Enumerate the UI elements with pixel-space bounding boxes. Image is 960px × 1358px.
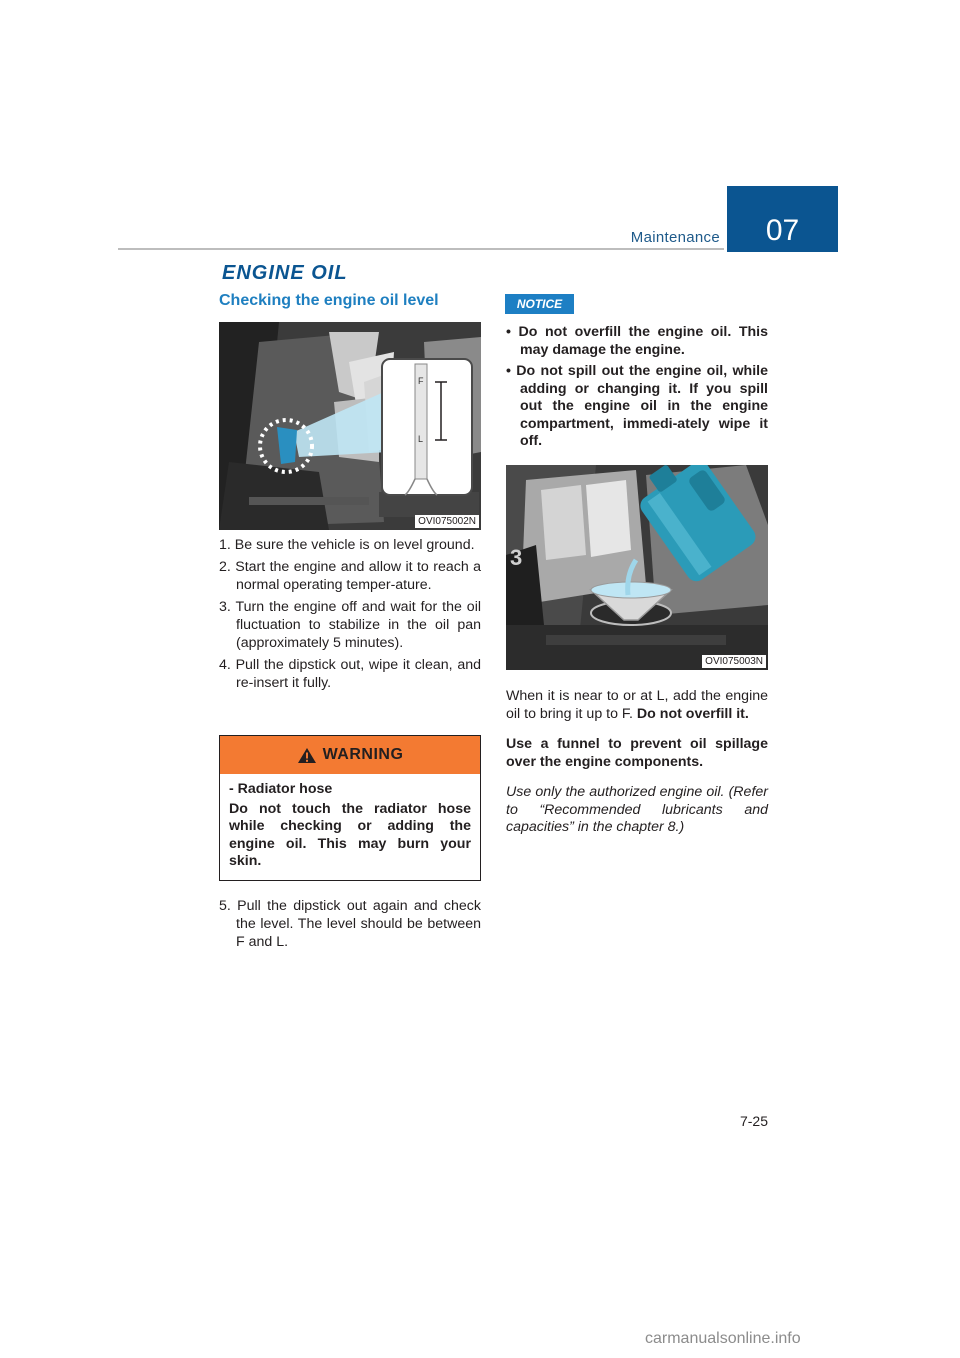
procedure-step: 1. Be sure the vehicle is on level ground.: [219, 537, 475, 553]
overfill-caution: Do not overfill it.: [636, 705, 749, 722]
warning-header: [220, 736, 480, 774]
funnel-paragraph: Use a funnel to prevent oil spillage over the engine components.: [506, 736, 768, 770]
authorized-oil-note: Use only the authorized engine oil. (Refer to “Recommended lubricants and capacities” in the chapter 8.): [506, 784, 768, 835]
add-oil-text: When it is near to or at L, add the engine oil to bring it up to F.: [506, 688, 768, 722]
warning-item: - Radiator hose: [229, 781, 333, 797]
oil-bottle-funnel-image: [506, 465, 768, 670]
figure-code: OVI075003N: [702, 655, 766, 668]
dipstick-label-low: L: [418, 434, 424, 444]
notice-item: • Do not spill out the engine oil, while adding or changing it. If you spill out the engine oil in the engine compartment, immedi-ately wipe it off.: [506, 363, 768, 449]
oil-filling-illustration: [506, 465, 768, 670]
subsection-title: Checking the engine oil level: [219, 292, 439, 309]
procedure-step: 3. Turn the engine off and wait for the oil fluctuation to stabilize in the oil pan (approximately 5 minutes).: [219, 599, 481, 651]
procedure-step: 4. Pull the dipstick out, wipe it clean, and re-insert it fully.: [219, 657, 481, 691]
procedure-step: 5. Pull the dipstick out again and check the level. The level should be between F and L.: [219, 898, 481, 950]
warning-triangle-icon: [297, 747, 317, 764]
watermark: carmanualsonline.info: [645, 1330, 801, 1347]
header-section-title: Maintenance: [630, 229, 720, 246]
warning-label: WARNING: [322, 746, 404, 763]
notice-item-text: Do not spill out the engine oil, while adding or changing it. If you spill out the engine oil in the engine compartment, immedi-ately wipe it off.: [516, 363, 768, 449]
figure-code: OVI075002N: [415, 515, 479, 528]
chapter-tab: [727, 186, 838, 252]
notice-list: [506, 324, 768, 455]
procedure-steps: [219, 536, 481, 696]
warning-text: Do not touch the radiator hose while checking or adding the engine oil. This may burn your skin.: [229, 800, 471, 869]
instructions-text: [506, 688, 768, 850]
dipstick-illustration: [219, 322, 481, 530]
add-oil-paragraph: [506, 688, 768, 723]
section-title: ENGINE OIL: [222, 262, 348, 284]
svg-text:3: 3: [510, 545, 523, 570]
chapter-number: 07: [765, 214, 800, 247]
notice-item: • Do not overfill the engine oil. This may damage the engine.: [506, 324, 768, 358]
notice-badge: NOTICE: [505, 294, 574, 314]
warning-body: [220, 774, 480, 871]
warning-box: [219, 735, 481, 881]
header-rule: [118, 248, 724, 250]
procedure-step: 2. Start the engine and allow it to reach a normal operating temper-ature.: [219, 559, 481, 593]
page-number: 7-25: [739, 1113, 768, 1129]
notice-item-text: Do not overfill the engine oil. This may damage the engine.: [518, 324, 768, 358]
engine-bay-dipstick-image: [219, 322, 481, 530]
dipstick-label-full: F: [418, 376, 424, 386]
